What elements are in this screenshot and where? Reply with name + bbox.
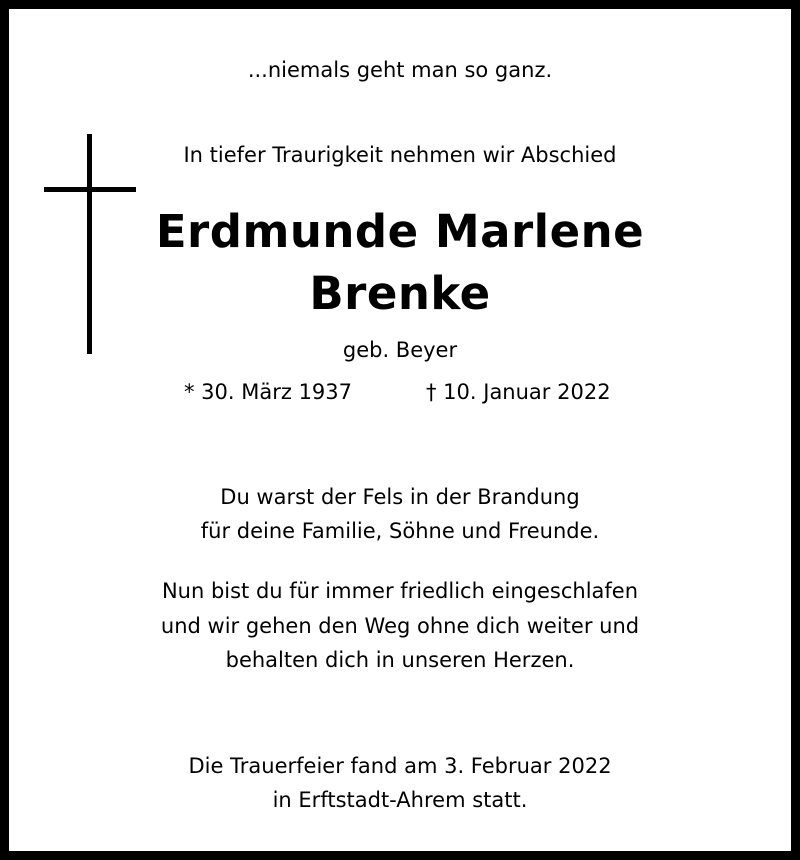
- birth-date: * 30. März 1937: [184, 380, 353, 404]
- deceased-name-last: Brenke: [309, 267, 491, 320]
- motto: ...niemals geht man so ganz.: [247, 58, 553, 82]
- verse-line: behalten dich in unseren Herzen.: [225, 648, 575, 672]
- cross-horizontal-bar: [44, 187, 136, 192]
- funeral-info: in Erftstadt-Ahrem statt.: [272, 788, 528, 812]
- verse-line: für deine Familie, Söhne und Freunde.: [200, 519, 600, 543]
- funeral-info: Die Trauerfeier fand am 3. Februar 2022: [188, 754, 612, 778]
- intro-text: In tiefer Traurigkeit nehmen wir Abschied: [183, 143, 617, 167]
- deceased-name-first: Erdmunde Marlene: [155, 205, 645, 258]
- verse-line: Nun bist du für immer friedlich eingeschlafen: [161, 579, 639, 603]
- death-date: † 10. Januar 2022: [426, 380, 611, 404]
- verse-line: und wir gehen den Weg ohne dich weiter und: [160, 614, 640, 638]
- maiden-name: geb. Beyer: [342, 338, 458, 362]
- verse-line: Du warst der Fels in der Brandung: [220, 485, 580, 509]
